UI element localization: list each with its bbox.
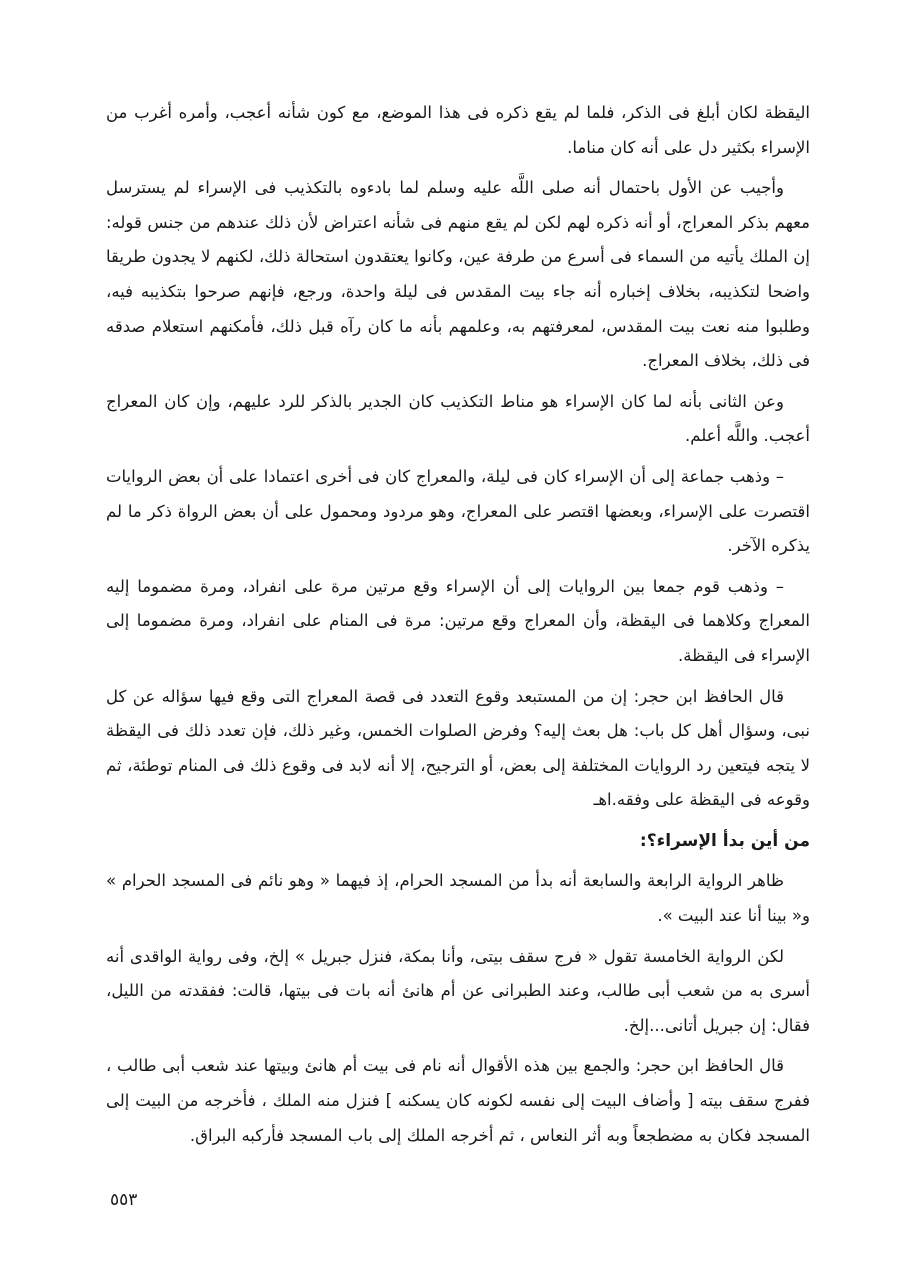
paragraph: قال الحافظ ابن حجر: والجمع بين هذه الأقوال أنه نام فى بيت أم هانئ وبيتها عند شعب أبى طالب ، ففرج سقف بيته [ وأضاف البيت إلى نفسه لكونه كان يسكنه ] فنزل منه الملك ، فأخرجه من البيت إلى المسجد فكان به مضطجعاً وبه أثر النعاس ، ثم أخرجه الملك إلى باب المسجد فأركبه البراق.	[106, 1056, 810, 1145]
paragraph: وأجيب عن الأول باحتمال أنه صلى اللَّه عليه وسلم لما بادءوه بالتكذيب فى الإسراء لم يسترسل معهم بذكر المعراج، أو أنه ذكره لهم لكن لم يقع منهم فى شأنه اعتراض لأن ذلك عندهم من جنس قوله: إن الملك يأتيه من السماء فى أسرع من طرفة عين، وكانوا يعتقدون استحالة ذلك، لكنهم لا يجدون طريقا واضحا لتكذيبه، بخلاف إخباره أنه جاء بيت المقدس فى ليلة واحدة، ورجع، فإنهم صرحوا بتكذيبه فيه، وطلبوا منه نعت بيت المقدس، لمعرفتهم به، وعلمهم بأنه ما كان رآه قبل ذلك، فأمكنهم استعلام صدقه فى ذلك، بخلاف المعراج.	[106, 178, 810, 371]
paragraph: قال الحافظ ابن حجر: إن من المستبعد وقوع التعدد فى قصة المعراج التى وقع فيها سؤاله عن كل نبى، وسؤال أهل كل باب: هل بعث إليه؟ وفرض الصلوات الخمس، وغير ذلك، فإن تعدد ذلك فى اليقظة لا يتجه فيتعين رد الروايات المختلفة إلى بعض، أو الترجيح، إلا أنه لابد فى وقوع ذلك فى المنام توطئة، ثم وقوعه فى اليقظة على وفقه.اهـ	[106, 686, 810, 810]
paragraph: – وذهب قوم جمعا بين الروايات إلى أن الإسراء وقع مرتين مرة على انفراد، ومرة مضموما إليه المعراج وكلاهما فى اليقظة، وأن المعراج وقع مرتين: مرة فى المنام على انفراد، ومرة مضموما إلى الإسراء فى اليقظة.	[106, 576, 810, 665]
page-number: ٥٥٣	[110, 1190, 138, 1210]
section-heading: من أين بدأ الإسراء؟:	[639, 830, 810, 851]
paragraph: ظاهر الرواية الرابعة والسابعة أنه بدأ من المسجد الحرام، إذ فيهما « وهو نائم فى المسجد الحرام » و« بينا أنا عند البيت ».	[106, 871, 810, 926]
document-page	[106, 96, 810, 1159]
paragraph: لكن الرواية الخامسة تقول « فرج سقف بيتى، وأنا بمكة، فنزل جبريل » إلخ، وفى رواية الواقدى أنه أسرى به من شعب أبى طالب، وعند الطبرانى عن أم هانئ أنه بات فى بيتها، قالت: ففقدته من الليل، فقال: إن جبريل أتانى...إلخ.	[106, 946, 810, 1035]
paragraph: – وذهب جماعة إلى أن الإسراء كان فى ليلة، والمعراج كان فى أخرى اعتمادا على أن بعض الروايات اقتصرت على الإسراء، وبعضها اقتصر على المعراج، وهو مردود ومحمول على أن بعض الرواة ذكر ما لم يذكره الآخر.	[106, 466, 810, 556]
paragraph: وعن الثانى بأنه لما كان الإسراء هو مناط التكذيب كان الجدير بالذكر للرد عليهم، وإن كان المعراج أعجب. واللَّه أعلم.	[106, 391, 810, 446]
paragraph: اليقظة لكان أبلغ فى الذكر، فلما لم يقع ذكره فى هذا الموضع، مع كون شأنه أعجب، وأمره أغرب من الإسراء بكثير دل على أنه كان مناما.	[106, 103, 810, 157]
